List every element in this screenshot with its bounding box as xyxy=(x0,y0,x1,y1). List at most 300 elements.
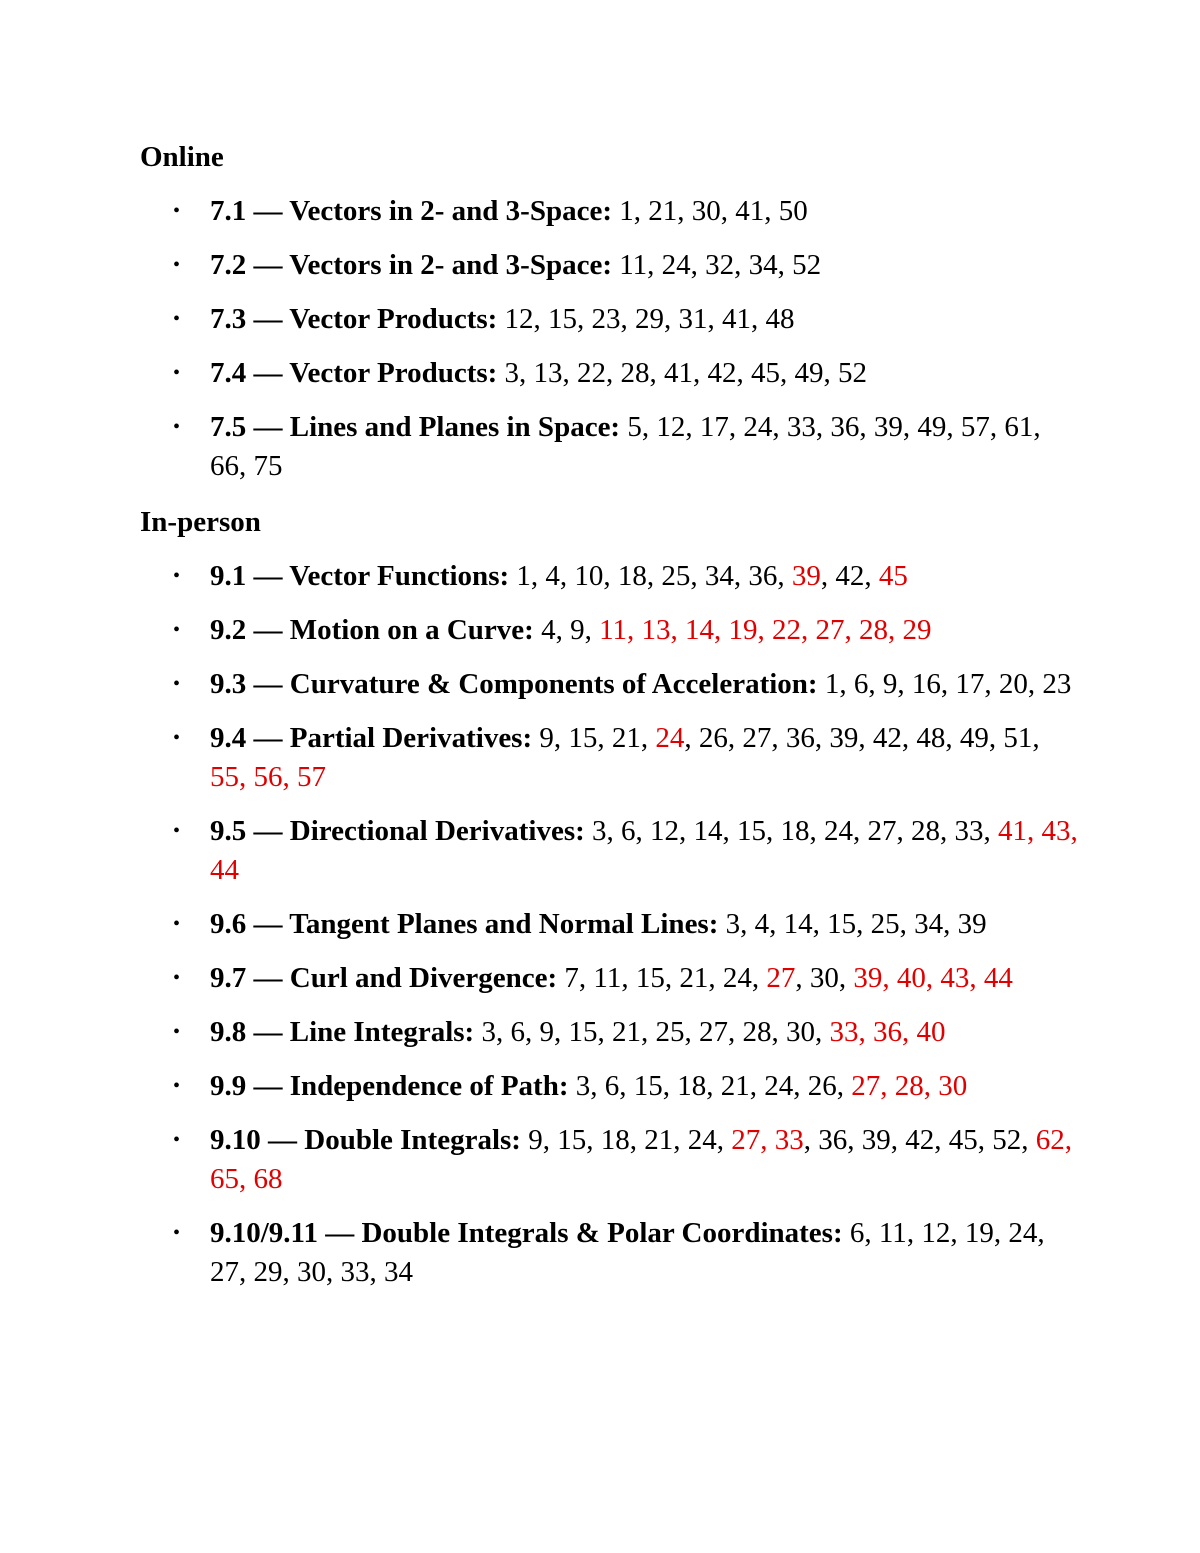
separator: , xyxy=(679,815,694,847)
section-title: 7.2 — Vectors in 2- and 3-Space: xyxy=(210,249,612,281)
separator: , xyxy=(868,668,883,700)
problem-number: 19 xyxy=(964,1217,994,1249)
problem-number: 9 xyxy=(539,1016,554,1048)
separator: , xyxy=(844,614,860,646)
problem-number: 24 xyxy=(824,815,854,847)
bullet-icon: • xyxy=(173,820,181,842)
problem-number: 57 xyxy=(960,411,990,443)
separator: , xyxy=(853,815,868,847)
problem-number: 23 xyxy=(591,303,621,335)
problem-number: 39 xyxy=(861,1124,891,1156)
problem-number: 3 xyxy=(575,1070,591,1102)
bullet-icon: • xyxy=(173,416,181,438)
problem-number: 28 xyxy=(620,357,650,389)
separator: , xyxy=(1064,1124,1072,1156)
section-title: 7.4 — Vector Products: xyxy=(210,357,498,389)
separator: , xyxy=(559,560,575,592)
separator: , xyxy=(690,249,706,281)
problem-number-highlighted: 44 xyxy=(210,854,239,886)
bullet-icon: • xyxy=(173,1222,181,1244)
separator: , xyxy=(772,411,787,443)
separator: , xyxy=(946,411,961,443)
problem-number: 6 xyxy=(604,1070,620,1102)
separator: , xyxy=(993,1217,1009,1249)
problem-number: 15 xyxy=(635,962,665,994)
problem-number: 3 xyxy=(481,1016,496,1048)
separator: , xyxy=(814,722,830,754)
separator: , xyxy=(847,1124,862,1156)
separator: , xyxy=(771,722,786,754)
problem-number: 28 xyxy=(911,815,941,847)
problem-list xyxy=(140,192,1080,486)
problem-number: 34 xyxy=(914,908,944,940)
separator: , xyxy=(664,303,679,335)
problem-number: 42 xyxy=(835,560,865,592)
separator: , xyxy=(736,357,752,389)
problem-number: 21 xyxy=(611,722,641,754)
problem-number: 1 xyxy=(619,195,634,227)
separator: , xyxy=(820,560,836,592)
section-title: 9.9 — Independence of Path: xyxy=(210,1070,569,1102)
problem-number: 49 xyxy=(794,357,824,389)
problem-number: 17 xyxy=(955,668,985,700)
bullet-icon: • xyxy=(173,673,181,695)
bullet-icon: • xyxy=(173,727,181,749)
problem-number-highlighted: 57 xyxy=(297,761,326,793)
problem-number: 4 xyxy=(541,614,556,646)
problem-number: 11 xyxy=(878,1217,907,1249)
problem-number-highlighted: 41 xyxy=(998,815,1028,847)
problem-number: 15 xyxy=(548,303,578,335)
problem-number: 36 xyxy=(748,560,778,592)
separator: , xyxy=(751,303,766,335)
separator: , xyxy=(555,614,571,646)
problem-number-highlighted: 27 xyxy=(851,1070,881,1102)
separator: , xyxy=(239,761,254,793)
separator: , xyxy=(649,357,665,389)
separator: , xyxy=(815,411,831,443)
problem-number: 33 xyxy=(786,411,816,443)
separator: , xyxy=(940,815,955,847)
problem-number: 34 xyxy=(384,1256,413,1288)
problem-number: 48 xyxy=(765,303,795,335)
problem-number-highlighted: 62 xyxy=(1035,1124,1065,1156)
problem-number: 6 xyxy=(849,1217,865,1249)
separator: , xyxy=(720,195,736,227)
problem-number: 30 xyxy=(809,962,839,994)
problem-number: 6 xyxy=(510,1016,525,1048)
problem-number: 51 xyxy=(1003,722,1033,754)
problem-number: 3 xyxy=(504,357,520,389)
bullet-icon: • xyxy=(173,1129,181,1151)
problem-number: 15 xyxy=(737,815,767,847)
separator: , xyxy=(553,722,569,754)
separator: , xyxy=(590,1070,605,1102)
separator: , xyxy=(856,908,871,940)
bullet-icon: • xyxy=(173,619,181,641)
separator: , xyxy=(619,1070,634,1102)
problem-number: 11 xyxy=(619,249,648,281)
separator: , xyxy=(749,1070,765,1102)
problem-number: 18 xyxy=(780,815,810,847)
problem-number-highlighted: 44 xyxy=(983,962,1013,994)
problem-number: 48 xyxy=(916,722,946,754)
separator: , xyxy=(597,722,612,754)
problem-number: 3 xyxy=(725,908,741,940)
problem-number: 52 xyxy=(838,357,868,389)
problem-number: 5 xyxy=(627,411,642,443)
separator: , xyxy=(984,668,999,700)
separator: , xyxy=(707,303,723,335)
problem-number: 15 xyxy=(568,722,598,754)
separator: , xyxy=(803,1124,819,1156)
bullet-icon: • xyxy=(173,200,181,222)
separator: , xyxy=(836,1070,852,1102)
separator: , xyxy=(809,815,825,847)
bullet-icon: • xyxy=(173,913,181,935)
problem-number: 15 xyxy=(827,908,857,940)
section-title: 9.8 — Line Integrals: xyxy=(210,1016,475,1048)
problem-number: 25 xyxy=(655,1016,685,1048)
problem-number: 30 xyxy=(785,1016,815,1048)
separator: , xyxy=(690,560,705,592)
problem-number-highlighted: 27 xyxy=(766,962,796,994)
separator: , xyxy=(673,1124,688,1156)
problem-number-highlighted: 45 xyxy=(878,560,908,592)
separator: , xyxy=(670,614,686,646)
separator: , xyxy=(764,195,779,227)
separator: , xyxy=(934,1124,949,1156)
separator: , xyxy=(945,722,960,754)
problem-number: 14 xyxy=(693,815,723,847)
section-title: 7.5 — Lines and Planes in Space: xyxy=(210,411,621,443)
separator: , xyxy=(542,1124,558,1156)
bullet-icon: • xyxy=(173,1075,181,1097)
problem-number: 18 xyxy=(677,1070,707,1102)
problem-number: 9 xyxy=(882,668,898,700)
section-title: 9.1 — Vector Functions: xyxy=(210,560,510,592)
separator: , xyxy=(677,195,692,227)
list-item xyxy=(140,1121,1080,1199)
separator: , xyxy=(647,249,662,281)
separator: , xyxy=(562,357,578,389)
separator: , xyxy=(727,722,743,754)
problem-number: 23 xyxy=(1042,668,1072,700)
separator: , xyxy=(606,357,621,389)
list-item xyxy=(140,611,1080,650)
separator: , xyxy=(766,815,781,847)
separator: , xyxy=(714,614,729,646)
separator: , xyxy=(519,357,534,389)
problem-number: 32 xyxy=(705,249,735,281)
separator: , xyxy=(740,908,755,940)
problem-number: 39 xyxy=(957,908,987,940)
problem-number-highlighted: 27 xyxy=(731,1124,761,1156)
problem-number: 66 xyxy=(210,450,239,482)
separator: , xyxy=(1037,1217,1045,1249)
problem-number: 26 xyxy=(698,722,728,754)
separator: , xyxy=(901,1016,917,1048)
bullet-icon: • xyxy=(173,308,181,330)
problem-number: 18 xyxy=(617,560,647,592)
problem-number: 36 xyxy=(830,411,860,443)
problem-number: 12 xyxy=(921,1217,951,1249)
problem-number: 29 xyxy=(635,303,665,335)
separator: , xyxy=(823,357,839,389)
section-heading: Online xyxy=(140,141,224,173)
problem-number: 45 xyxy=(948,1124,978,1156)
section-title: 9.10 — Double Integrals: xyxy=(210,1124,521,1156)
separator: , xyxy=(640,722,656,754)
problem-number: 25 xyxy=(661,560,691,592)
separator: , xyxy=(888,614,903,646)
separator: , xyxy=(1033,411,1041,443)
problem-number-highlighted: 33 xyxy=(774,1124,804,1156)
problem-number: 41 xyxy=(664,357,694,389)
problem-number: 52 xyxy=(792,249,822,281)
list-item xyxy=(140,1214,1080,1292)
problem-number-highlighted: 24 xyxy=(655,722,685,754)
problem-number: 33 xyxy=(954,815,984,847)
separator: , xyxy=(635,815,651,847)
bullet-icon: • xyxy=(173,1021,181,1043)
problem-number: 24 xyxy=(1008,1217,1038,1249)
problem-number-highlighted: 65 xyxy=(210,1163,239,1195)
problem-number: 11 xyxy=(593,962,622,994)
problem-number: 10 xyxy=(574,560,604,592)
section-title: 7.1 — Vectors in 2- and 3-Space: xyxy=(210,195,612,227)
problem-number: 34 xyxy=(704,560,734,592)
separator: , xyxy=(578,962,594,994)
separator: , xyxy=(1027,815,1042,847)
separator: , xyxy=(1027,668,1043,700)
problem-number: 6 xyxy=(853,668,869,700)
problem-number: 30 xyxy=(691,195,721,227)
problem-number: 34 xyxy=(748,249,778,281)
section-in-person xyxy=(140,503,1080,1292)
problem-number-highlighted: 28 xyxy=(859,614,889,646)
separator: , xyxy=(640,1016,656,1048)
separator: , xyxy=(586,1124,601,1156)
separator: , xyxy=(664,962,680,994)
section-title: 9.6 — Tangent Planes and Normal Lines: xyxy=(210,908,719,940)
separator: , xyxy=(716,1124,732,1156)
problem-number: 49 xyxy=(917,411,947,443)
problem-number-highlighted: 28 xyxy=(894,1070,924,1102)
separator: , xyxy=(989,411,1005,443)
document-page xyxy=(140,138,1080,1307)
separator: , xyxy=(780,357,795,389)
separator: , xyxy=(925,962,941,994)
separator: , xyxy=(864,1217,879,1249)
problem-number: 22 xyxy=(577,357,607,389)
problem-number: 42 xyxy=(707,357,737,389)
problem-number: 21 xyxy=(720,1070,750,1102)
list-item xyxy=(140,812,1080,890)
section-heading: In-person xyxy=(140,506,261,538)
separator: , xyxy=(684,722,699,754)
separator: , xyxy=(983,815,999,847)
list-item xyxy=(140,557,1080,596)
separator: , xyxy=(769,908,784,940)
separator: , xyxy=(606,815,622,847)
separator: , xyxy=(880,1070,895,1102)
separator: , xyxy=(896,815,912,847)
problem-number: 9 xyxy=(528,1124,543,1156)
problem-number-highlighted: 27 xyxy=(815,614,845,646)
separator: , xyxy=(708,962,723,994)
problem-number: 30 xyxy=(297,1256,326,1288)
problem-number-highlighted: 30 xyxy=(938,1070,968,1102)
separator: , xyxy=(897,668,912,700)
list-item xyxy=(140,300,1080,339)
problem-number-highlighted: 22 xyxy=(772,614,802,646)
separator: , xyxy=(621,962,636,994)
separator: , xyxy=(727,1016,743,1048)
separator: , xyxy=(495,1016,511,1048)
separator: , xyxy=(969,962,984,994)
problem-number: 33 xyxy=(340,1256,370,1288)
problem-number: 24 xyxy=(764,1070,794,1102)
problem-number: 24 xyxy=(661,249,691,281)
separator: , xyxy=(757,614,773,646)
problem-number: 13 xyxy=(533,357,563,389)
separator: , xyxy=(812,908,828,940)
problem-number: 12 xyxy=(650,815,680,847)
bullet-icon: • xyxy=(173,565,181,587)
problem-number: 21 xyxy=(644,1124,674,1156)
bullet-icon: • xyxy=(173,362,181,384)
problem-number-highlighted: 29 xyxy=(902,614,932,646)
problem-number: 12 xyxy=(656,411,686,443)
list-item xyxy=(140,246,1080,285)
separator: , xyxy=(239,1163,254,1195)
separator: , xyxy=(553,1016,569,1048)
separator: , xyxy=(239,450,254,482)
problem-number: 9 xyxy=(570,614,585,646)
section-title: 9.2 — Motion on a Curve: xyxy=(210,614,534,646)
problem-number: 1 xyxy=(824,668,840,700)
separator: , xyxy=(923,1070,939,1102)
problem-number-highlighted: 55 xyxy=(210,761,239,793)
problem-number-highlighted: 43 xyxy=(940,962,970,994)
problem-number: 24 xyxy=(687,1124,717,1156)
separator: , xyxy=(793,1070,808,1102)
problem-number: 36 xyxy=(818,1124,848,1156)
separator: , xyxy=(646,560,662,592)
separator: , xyxy=(760,1124,775,1156)
problem-number: 39 xyxy=(873,411,903,443)
separator: , xyxy=(524,1016,540,1048)
separator: , xyxy=(858,1016,873,1048)
separator: , xyxy=(839,668,854,700)
separator: , xyxy=(533,303,549,335)
problem-number-highlighted: 14 xyxy=(685,614,715,646)
problem-number: 15 xyxy=(557,1124,587,1156)
problem-number: 25 xyxy=(870,908,900,940)
separator: , xyxy=(771,1016,786,1048)
separator: , xyxy=(814,1016,830,1048)
separator: , xyxy=(620,303,636,335)
separator: , xyxy=(662,1070,678,1102)
separator: , xyxy=(722,815,738,847)
separator: , xyxy=(899,908,915,940)
problem-number: 41 xyxy=(722,303,752,335)
problem-number: 26 xyxy=(807,1070,837,1102)
list-item xyxy=(140,192,1080,231)
problem-number-highlighted: 39 xyxy=(791,560,821,592)
problem-number: 15 xyxy=(633,1070,663,1102)
problem-number-highlighted: 13 xyxy=(641,614,671,646)
separator: , xyxy=(584,614,600,646)
problem-number-highlighted: 40 xyxy=(916,1016,946,1048)
problem-number: 39 xyxy=(829,722,859,754)
problem-number: 36 xyxy=(785,722,815,754)
separator: , xyxy=(988,722,1004,754)
separator: , xyxy=(239,1256,254,1288)
separator: , xyxy=(977,1124,993,1156)
problem-number: 27 xyxy=(210,1256,239,1288)
separator: , xyxy=(859,411,874,443)
separator: , xyxy=(633,195,649,227)
separator: , xyxy=(950,1217,965,1249)
separator: , xyxy=(597,1016,612,1048)
separator: , xyxy=(882,962,897,994)
separator: , xyxy=(1021,1124,1036,1156)
section-title: 9.4 — Partial Derivatives: xyxy=(210,722,533,754)
problem-number: 52 xyxy=(992,1124,1022,1156)
problem-number: 41 xyxy=(735,195,765,227)
problem-number-highlighted: 39 xyxy=(853,962,883,994)
problem-number: 27 xyxy=(867,815,897,847)
separator: , xyxy=(1032,722,1040,754)
problem-number-highlighted: 19 xyxy=(728,614,758,646)
list-item xyxy=(140,665,1080,704)
problem-number: 6 xyxy=(621,815,636,847)
separator: , xyxy=(751,962,767,994)
section-title: 9.5 — Directional Derivatives: xyxy=(210,815,585,847)
problem-number-highlighted: 56 xyxy=(253,761,283,793)
separator: , xyxy=(864,560,879,592)
problem-number-highlighted: 33 xyxy=(829,1016,859,1048)
problem-number: 28 xyxy=(742,1016,772,1048)
problem-number: 16 xyxy=(911,668,941,700)
separator: , xyxy=(902,411,918,443)
separator: , xyxy=(777,249,793,281)
section-title: 9.3 — Curvature & Components of Acceleration: xyxy=(210,668,818,700)
problem-number: 3 xyxy=(592,815,607,847)
separator: , xyxy=(734,249,749,281)
separator: , xyxy=(795,962,810,994)
separator: , xyxy=(838,962,854,994)
bullet-icon: • xyxy=(173,967,181,989)
list-item xyxy=(140,959,1080,998)
problem-number: 21 xyxy=(611,1016,641,1048)
problem-number: 50 xyxy=(778,195,808,227)
list-item xyxy=(140,408,1080,486)
problem-number: 4 xyxy=(545,560,560,592)
separator: , xyxy=(629,1124,645,1156)
problem-number-highlighted: 40 xyxy=(896,962,926,994)
separator: , xyxy=(906,1217,922,1249)
separator: , xyxy=(801,614,816,646)
separator: , xyxy=(603,560,618,592)
problem-number: 27 xyxy=(742,722,772,754)
problem-number: 24 xyxy=(743,411,773,443)
separator: , xyxy=(890,1124,906,1156)
problem-number: 45 xyxy=(751,357,781,389)
separator: , xyxy=(282,1256,297,1288)
